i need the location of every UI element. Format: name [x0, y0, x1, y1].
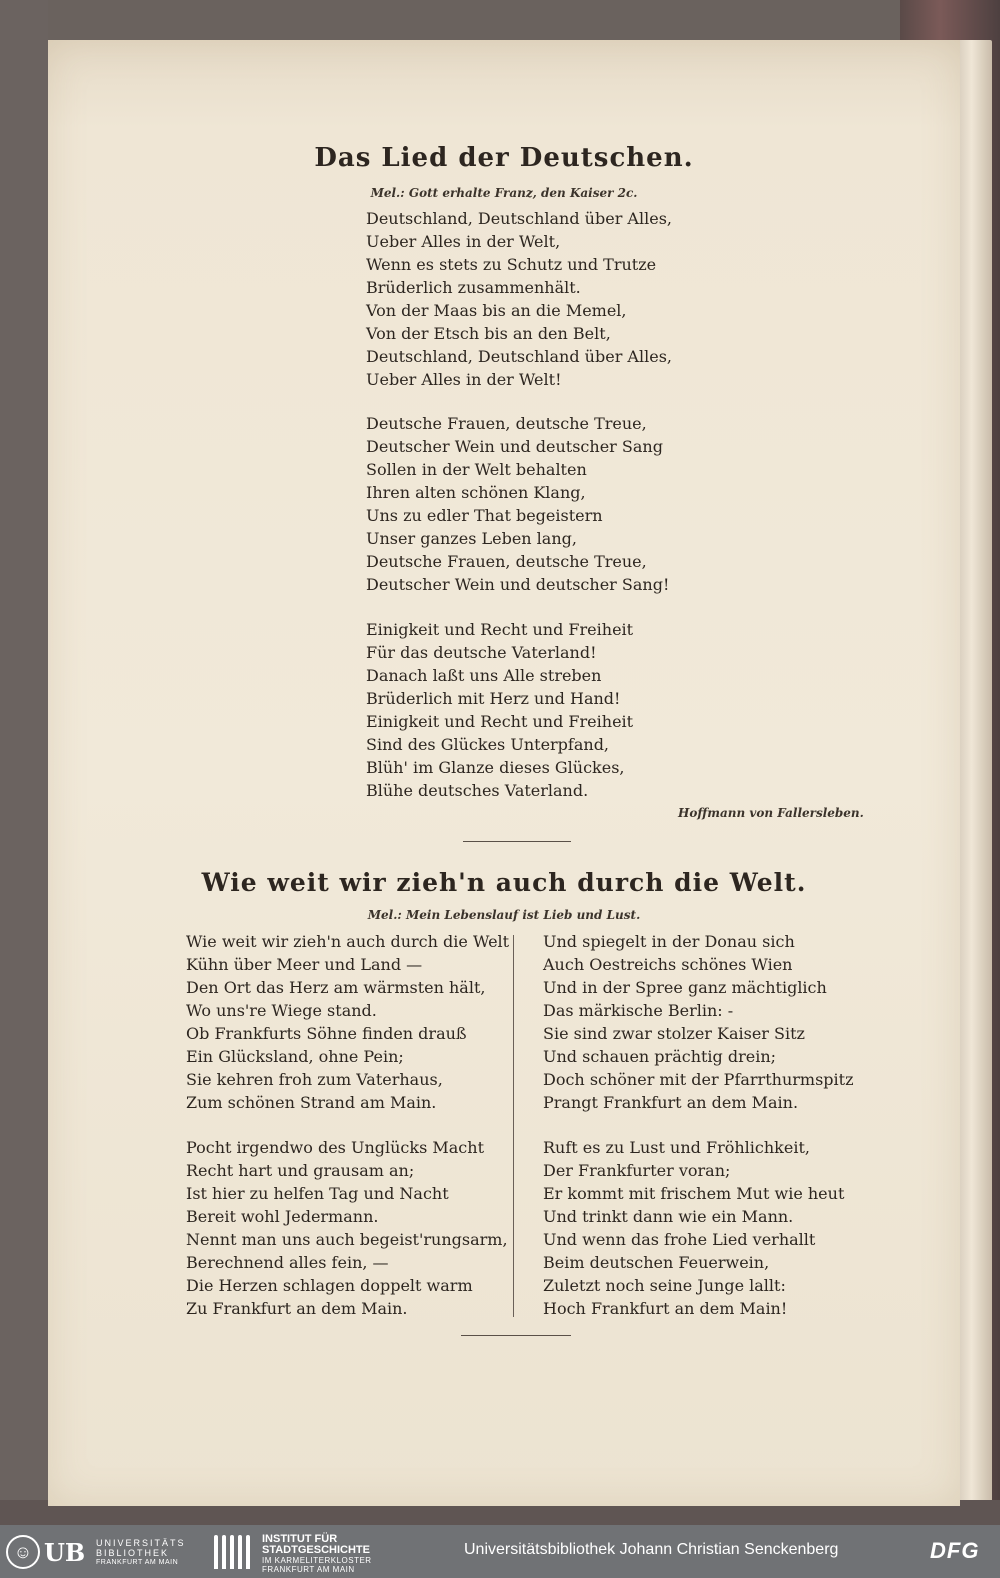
scan-background-left [0, 0, 48, 1525]
ub-logo[interactable] [6, 1535, 90, 1569]
verse-line: Der Frankfurter voran; [543, 1161, 731, 1180]
verse-line: Hoch Frankfurt an dem Main! [543, 1299, 788, 1318]
document-page [48, 40, 960, 1506]
poem2-melody: Mel.: Mein Lebenslauf ist Lieb und Lust. [367, 908, 641, 922]
verse-line: Ob Frankfurts Söhne finden drauß [186, 1024, 467, 1043]
verse-line: Sind des Glückes Unterpfand, [366, 735, 610, 754]
inst-line-1: INSTITUT FÜR [262, 1533, 338, 1545]
scan-background-top [0, 0, 960, 42]
poem2-left-stanza-2 [186, 1136, 508, 1320]
verse-line: Nennt man uns auch begeist'rungsarm, [186, 1230, 508, 1249]
verse-line: Wenn es stets zu Schutz und Trutze [366, 255, 657, 274]
ub-line-1: UNIVERSITÄTS [96, 1538, 186, 1548]
inst-line-3: IM KARMELITERKLOSTER [262, 1556, 372, 1565]
verse-line: Brüderlich mit Herz und Hand! [366, 689, 621, 708]
poem1-stanza-2 [366, 412, 669, 596]
verse-line: Von der Maas bis an die Memel, [366, 301, 627, 320]
poem1-stanza-3 [366, 618, 633, 802]
verse-line: Ein Glücksland, ohne Pein; [186, 1047, 404, 1066]
verse-line: Und schauen prächtig drein; [543, 1047, 777, 1066]
poem1-author: Hoffmann von Fallersleben. [678, 806, 864, 820]
inst-line-2: STADTGESCHICHTE [262, 1544, 370, 1556]
inst-line-4: FRANKFURT AM MAIN [262, 1565, 355, 1574]
verse-line: Das märkische Berlin: - [543, 1001, 734, 1020]
verse-line: Prangt Frankfurt an dem Main. [543, 1093, 799, 1112]
verse-line: Beim deutschen Feuerwein, [543, 1253, 770, 1272]
verse-line: Berechnend alles fein, — [186, 1253, 389, 1272]
verse-line: Blüh' im Glanze dieses Glückes, [366, 758, 625, 777]
verse-line: Brüderlich zusammenhält. [366, 278, 581, 297]
verse-line: Kühn über Meer und Land — [186, 955, 423, 974]
verse-line: Ueber Alles in der Welt, [366, 232, 561, 251]
verse-line: Wie weit wir zieh'n auch durch die Welt [186, 932, 510, 951]
poem1-melody: Mel.: Gott erhalte Franz, den Kaiser 2c. [370, 186, 638, 200]
library-name: Universitätsbibliothek Johann Christian Senckenberg [464, 1541, 839, 1558]
verse-line: Zum schönen Strand am Main. [186, 1093, 437, 1112]
ub-wordmark [96, 1538, 186, 1568]
verse-line: Ueber Alles in der Welt! [366, 370, 562, 389]
verse-line: Wo uns're Wiege stand. [186, 1001, 377, 1020]
verse-line: Unser ganzes Leben lang, [366, 529, 577, 548]
verse-line: Deutschland, Deutschland über Alles, [366, 209, 672, 228]
verse-line: Die Herzen schlagen doppelt warm [186, 1276, 473, 1295]
poem2-right-stanza-2 [543, 1136, 844, 1320]
poem2-right-stanza-1 [543, 930, 854, 1114]
verse-line: Pocht irgendwo des Unglücks Macht [186, 1138, 484, 1157]
poem1-stanza-1 [366, 207, 672, 391]
verse-line: Den Ort das Herz am wärmsten hält, [186, 978, 486, 997]
verse-line: Zu Frankfurt an dem Main. [186, 1299, 408, 1318]
institute-wordmark [262, 1534, 372, 1574]
verse-line: Deutschland, Deutschland über Alles, [366, 347, 672, 366]
verse-line: Ruft es zu Lust und Fröhlichkeit, [543, 1138, 810, 1157]
verse-line: Bereit wohl Jedermann. [186, 1207, 379, 1226]
column-divider [513, 935, 514, 1317]
divider-rule [463, 841, 571, 842]
poem2-title: Wie weit wir zieh'n auch durch die Welt. [201, 868, 807, 897]
book-page-edge [958, 40, 992, 1510]
footer-bar [0, 1525, 1000, 1578]
verse-line: Einigkeit und Recht und Freiheit [366, 712, 634, 731]
dfg-logo[interactable]: DFG [930, 1538, 980, 1563]
verse-line: Und spiegelt in der Donau sich [543, 932, 795, 951]
verse-line: Ist hier zu helfen Tag und Nacht [186, 1184, 449, 1203]
verse-line: Einigkeit und Recht und Freiheit [366, 620, 634, 639]
verse-line: Sollen in der Welt behalten [366, 460, 587, 479]
institute-columns-icon[interactable] [214, 1535, 254, 1569]
verse-line: Und in der Spree ganz mächtiglich [543, 978, 827, 997]
verse-line: Uns zu edler That begeistern [366, 506, 603, 525]
ub-line-3: FRANKFURT AM MAIN [96, 1559, 179, 1566]
verse-line: Er kommt mit frischem Mut wie heut [543, 1184, 845, 1203]
verse-line: Deutsche Frauen, deutsche Treue, [366, 414, 647, 433]
verse-line: Auch Oestreichs schönes Wien [543, 955, 793, 974]
divider-rule-bottom [461, 1335, 571, 1336]
verse-line: Deutscher Wein und deutscher Sang! [366, 575, 670, 594]
verse-line: Danach laßt uns Alle streben [366, 666, 602, 685]
verse-line: Von der Etsch bis an den Belt, [366, 324, 611, 343]
verse-line: Für das deutsche Vaterland! [366, 643, 597, 662]
ub-mark: UB [44, 1538, 86, 1567]
verse-line: Deutsche Frauen, deutsche Treue, [366, 552, 647, 571]
verse-line: Und wenn das frohe Lied verhallt [543, 1230, 816, 1249]
verse-line: Sie kehren froh zum Vaterhaus, [186, 1070, 443, 1089]
poem2-left-stanza-1 [186, 930, 509, 1114]
verse-line: Recht hart und grausam an; [186, 1161, 415, 1180]
poem1-title: Das Lied der Deutschen. [314, 143, 694, 173]
verse-line: Sie sind zwar stolzer Kaiser Sitz [543, 1024, 805, 1043]
verse-line: Doch schöner mit der Pfarrthurmspitz [543, 1070, 854, 1089]
verse-line: Ihren alten schönen Klang, [366, 483, 586, 502]
verse-line: Und trinkt dann wie ein Mann. [543, 1207, 794, 1226]
verse-line: Zuletzt noch seine Junge lallt: [543, 1276, 786, 1295]
verse-line: Deutscher Wein und deutscher Sang [366, 437, 663, 456]
portrait-icon: ☺ [6, 1535, 40, 1569]
ub-line-2: BIBLIOTHEK [96, 1548, 170, 1558]
verse-line: Blühe deutsches Vaterland. [366, 781, 589, 800]
